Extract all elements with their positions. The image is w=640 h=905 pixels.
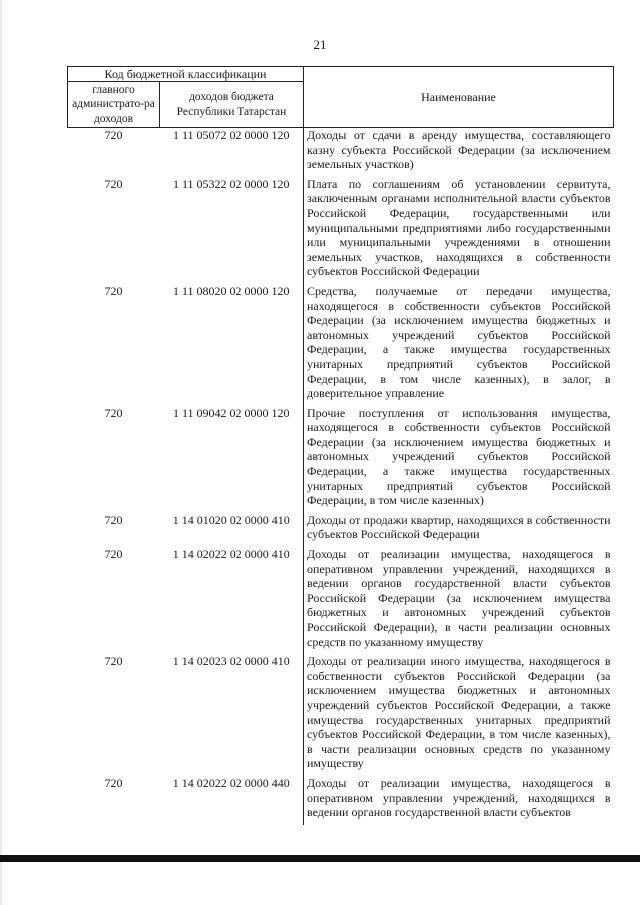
cell-revenue-code: 1 14 02022 02 0000 440	[172, 775, 290, 790]
cell-administrator-code: 720	[104, 405, 123, 420]
cell-revenue-code: 1 14 01020 02 0000 410	[172, 512, 290, 527]
scan-edge	[0, 0, 2, 905]
cell-administrator-code: 720	[104, 512, 123, 527]
cell-name: Средства, получаемые от передачи имущества, находящегося в собственности субъектов Российской Федерации (за исключением имущества бюджетных и автономных учреждений субъектов Российской Федерации, а также имущества государственных унитарных предприятий субъектов Российской Федерации, в том числе казенных), в залог, в доверительное управление	[304, 284, 614, 406]
table-row	[68, 776, 614, 825]
header-budget-classification-code: Код бюджетной классификации	[68, 67, 304, 82]
cell-administrator-code: 720	[104, 775, 123, 790]
cell-revenue-code: 1 14 02023 02 0000 410	[172, 654, 290, 669]
header-revenue-code: доходов бюджета Республики Татарстан	[160, 82, 304, 128]
table-row	[68, 284, 614, 406]
table-row	[68, 547, 614, 654]
table-row	[68, 128, 614, 177]
cell-name: Доходы от реализации имущества, находящегося в оперативном управлении учреждений, находящихся в ведении органов государственной власти субъектов Российской Федерации (за исключением имущества бюджетных и автономных учреждений субъектов Российской Федерации), в части реализации основных средств по указанному имуществу	[304, 547, 614, 654]
header-main-administrator: главного администрато-ра доходов	[68, 82, 160, 128]
cell-name: Плата по соглашениям об установлении сервитута, заключенным органами исполнительной власти субъектов Российской Федерации, государственными или муниципальными предприятиями либо государственными или муниципальными учреждениями в отношении земельных участков, находящихся в собственности субъектов Российской Федерации	[304, 177, 614, 284]
header-name: Наименование	[304, 67, 614, 128]
cell-name: Доходы от реализации иного имущества, находящегося в собственности субъектов Российской Федерации (за исключением имущества бюджетных и автономных учреждений субъектов Российской Федерации, а также имущества государственных унитарных предприятий субъектов Российской Федерации, в том числе казенных), в части реализации основных средств по указанному имуществу	[304, 654, 614, 776]
table-header	[68, 67, 614, 128]
cell-revenue-code: 1 11 05322 02 0000 120	[172, 176, 290, 191]
scan-bottom-bar	[0, 855, 640, 862]
cell-administrator-code: 720	[104, 547, 123, 562]
cell-revenue-code: 1 11 09042 02 0000 120	[172, 405, 290, 420]
cell-name: Доходы от сдачи в аренду имущества, составляющего казну субъекта Российской Федерации (за исключением земельных участков)	[304, 128, 614, 177]
cell-revenue-code: 1 11 05072 02 0000 120	[172, 128, 290, 142]
cell-name: Прочие поступления от использования имущества, находящегося в собственности субъектов Российской Федерации (за исключением имущества бюджетных и автономных учреждений субъектов Российской Федерации, а также имущества государственных унитарных предприятий субъектов Российской Федерации, в том числе казенных)	[304, 406, 614, 513]
table-row	[68, 177, 614, 284]
cell-administrator-code: 720	[104, 176, 123, 191]
page-number: 21	[313, 37, 327, 52]
table-body	[68, 128, 614, 825]
table-row	[68, 406, 614, 513]
cell-revenue-code: 1 11 08020 02 0000 120	[172, 283, 290, 298]
cell-administrator-code: 720	[104, 654, 123, 669]
cell-administrator-code: 720	[104, 283, 123, 298]
cell-name: Доходы от продажи квартир, находящихся в собственности субъектов Российской Федерации	[304, 513, 614, 547]
cell-administrator-code: 720	[104, 128, 123, 142]
cell-revenue-code: 1 14 02022 02 0000 410	[172, 547, 290, 562]
table-row	[68, 513, 614, 547]
table-row	[68, 654, 614, 776]
cell-name: Доходы от реализации имущества, находящегося в оперативном управлении учреждений, находящихся в ведении органов государственной власти субъектов	[304, 776, 614, 825]
classification-table	[67, 66, 613, 825]
